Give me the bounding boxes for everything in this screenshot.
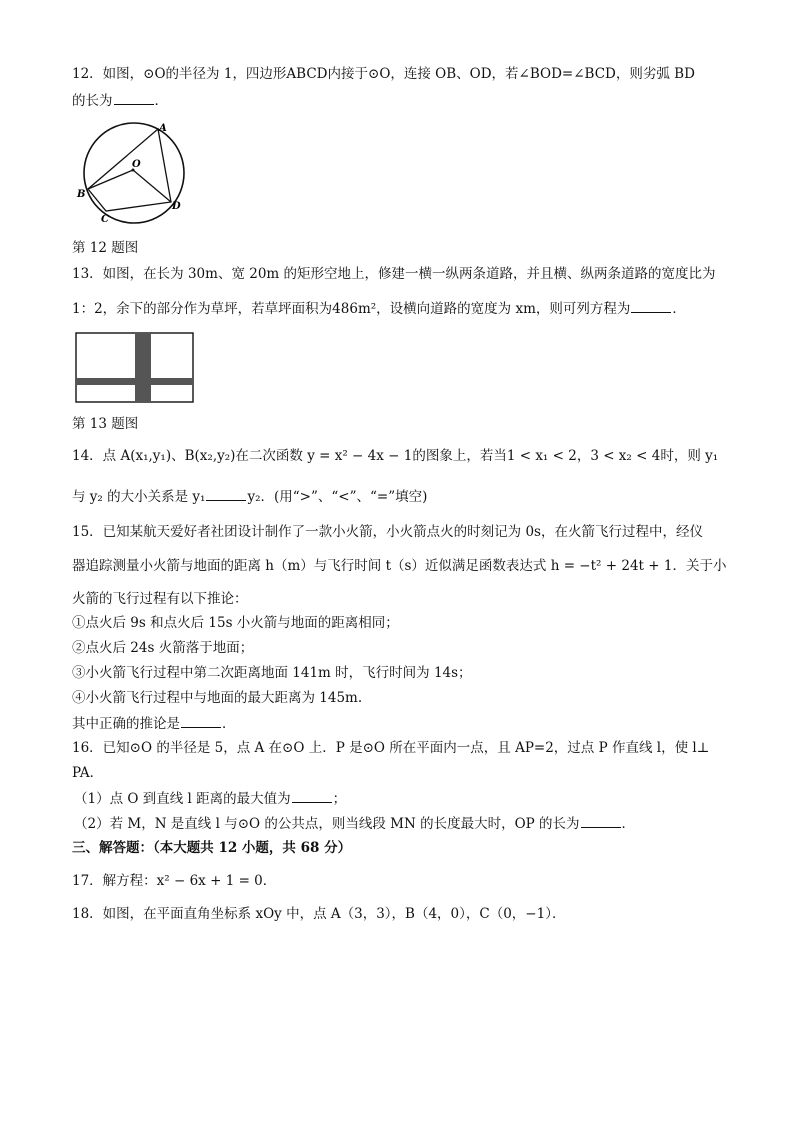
q12-caption: 第 12 题图 xyxy=(72,240,139,256)
q18-text: 18．如图，在平面直角坐标系 xOy 中，点 A（3，3），B（4，0），C（0，−1）． xyxy=(72,906,566,922)
q12-circle xyxy=(84,123,184,223)
q16-line2: PA． xyxy=(72,765,104,781)
q15-conclusion-suffix: ． xyxy=(222,716,236,732)
q14-line1: 14．点 A(x₁,y₁)、B(x₂,y₂)在二次函数 y = x² − 4x − 1的图象上，若当1 < x₁ < 2，3 < x₂ < 4时，则 y₁ xyxy=(72,448,719,464)
q16-part1-blank[interactable] xyxy=(292,788,332,803)
q14-line2-suffix: y₂．(用“>”、“<”、“=”填空) xyxy=(247,489,428,505)
q15-line1: 15．已知某航天爱好者社团设计制作了一款小火箭，小火箭点火的时刻记为 0s，在火箭飞行过程中，经仪 xyxy=(72,524,703,540)
q15-item-4: ④小火箭飞行过程中与地面的最大距离为 145m. xyxy=(72,690,363,706)
q15-item-2: ②点火后 24s 火箭落于地面； xyxy=(72,640,254,656)
q12-label-A: A xyxy=(159,123,167,134)
q16-part1-suffix: ； xyxy=(332,791,347,807)
q14-answer-blank[interactable] xyxy=(206,486,246,501)
q14-line2 xyxy=(72,486,427,507)
q12-line2-prefix: 的长为 xyxy=(72,93,113,109)
q16-part2-blank[interactable] xyxy=(581,813,621,828)
q16-part1 xyxy=(74,788,346,809)
q13-caption: 第 13 题图 xyxy=(72,416,139,432)
q16-part1-prefix: （1）点 O 到直线 l 距离的最大值为 xyxy=(74,791,291,807)
q13-line2 xyxy=(72,298,686,319)
q16-part2-prefix: （2）若 M，N 是直线 l 与⊙O 的公共点，则当线段 MN 的长度最大时，OP 的长为 xyxy=(74,816,580,832)
q15-conclusion xyxy=(72,713,236,734)
q12-line2 xyxy=(72,90,168,111)
q13-vertical-road xyxy=(135,333,151,402)
q14-line2-prefix: 与 y₂ 的大小关系是 y₁ xyxy=(72,489,206,505)
q13-field-rect xyxy=(76,333,193,402)
q12-line1: 12．如图，⊙O的半径为 1，四边形ABCD内接于⊙O，连接 OB、OD，若∠BOD=∠BCD，则劣弧 BD xyxy=(72,66,695,82)
q15-item-3: ③小火箭飞行过程中第二次距离地面 141m 时，飞行时间为 14s； xyxy=(72,665,472,681)
q15-conclusion-prefix: 其中正确的推论是 xyxy=(72,716,180,732)
q15-line2: 器追踪测量小火箭与地面的距离 h（m）与飞行时间 t（s）近似满足函数表达式 h = −t² + 24t + 1．关于小 xyxy=(72,558,727,574)
q12-label-C: C xyxy=(101,214,109,225)
q15-answer-blank[interactable] xyxy=(181,713,221,728)
q15-line3: 火箭的飞行过程有以下推论： xyxy=(72,591,248,607)
q12-line2-suffix: ． xyxy=(154,93,168,109)
q16-line1: 16．已知⊙O 的半径是 5，点 A 在⊙O 上．P 是⊙O 所在平面内一点，且 AP=2，过点 P 作直线 l，使 l⊥ xyxy=(72,740,710,756)
q13-line2-suffix: ． xyxy=(672,301,686,317)
q17-text: 17．解方程：x² − 6x + 1 = 0． xyxy=(72,873,277,889)
q13-figure xyxy=(75,332,195,404)
q12-answer-blank[interactable] xyxy=(114,90,154,105)
q12-label-D: D xyxy=(172,201,181,212)
q12-quadrilateral xyxy=(88,129,171,211)
q13-answer-blank[interactable] xyxy=(631,298,671,313)
q13-line2-prefix: 1：2，余下的部分作为草坪，若草坪面积为486m²，设横向道路的宽度为 xm，则可列方程为 xyxy=(72,301,631,317)
q12-label-O: O xyxy=(132,159,141,170)
q16-part2-suffix: ． xyxy=(621,816,636,832)
q12-figure xyxy=(74,118,194,228)
q12-segment-OD xyxy=(133,170,171,202)
q15-item-1: ①点火后 9s 和点火后 15s 小火箭与地面的距离相同； xyxy=(72,615,399,631)
section-3-heading: 三、解答题：（本大题共 12 小题，共 68 分） xyxy=(72,840,352,856)
q12-label-B: B xyxy=(77,189,86,200)
q16-part2 xyxy=(74,813,635,834)
q13-horizontal-road xyxy=(76,378,193,385)
q12-segment-OB xyxy=(88,170,133,189)
q13-line1: 13．如图，在长为 30m、宽 20m 的矩形空地上，修建一横一纵两条道路，并且横、纵两条道路的宽度比为 xyxy=(72,266,716,282)
